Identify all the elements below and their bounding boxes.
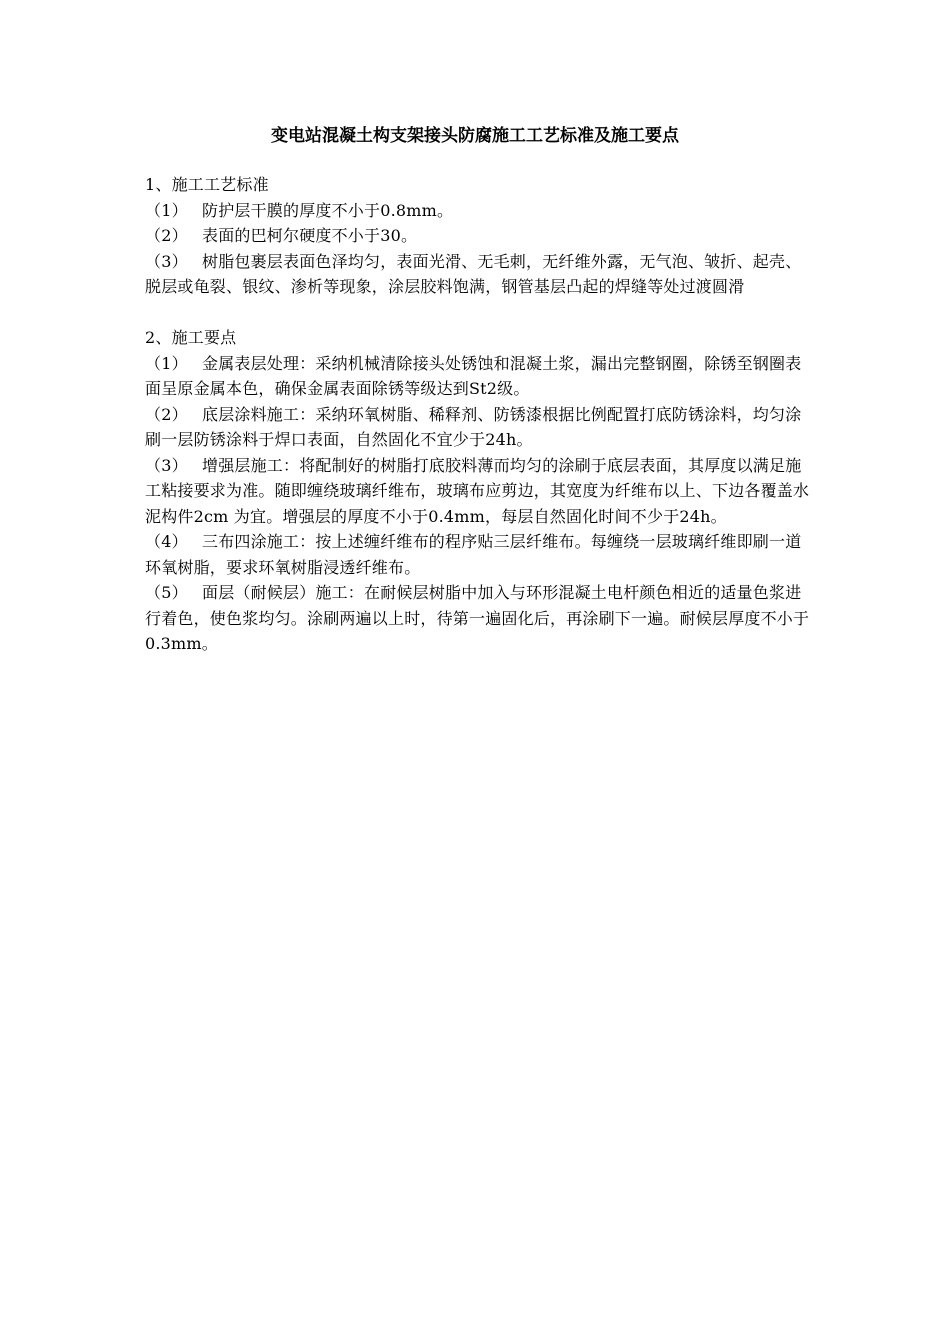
key-point-item-5 bbox=[145, 580, 810, 657]
standard-item-1 bbox=[145, 198, 810, 224]
standard-item-3 bbox=[145, 249, 810, 300]
item-number: （1） bbox=[145, 200, 188, 220]
item-number: （3） bbox=[145, 455, 188, 475]
section-heading-key-points: 2、施工要点 bbox=[145, 328, 237, 347]
item-text: 防护层干膜的厚度不小于0.8mm。 bbox=[202, 200, 454, 220]
item-number: （5） bbox=[145, 583, 188, 602]
key-point-item-4 bbox=[145, 529, 810, 580]
item-number: （3） bbox=[145, 251, 188, 271]
item-text: 表面的巴柯尔硬度不小于30。 bbox=[202, 226, 418, 245]
item-text: 三布四涂施工：按上述缠纤维布的程序贴三层纤维布。每缠绕一层玻璃纤维即刷一道环氧树脂，要求环氧树脂浸透纤维布。 bbox=[145, 532, 802, 577]
item-number: （4） bbox=[145, 532, 188, 551]
item-number: （1） bbox=[145, 353, 188, 373]
document-title: 变电站混凝土构支架接头防腐施工工艺标准及施工要点 bbox=[271, 126, 679, 146]
item-text: 底层涂料施工：采纳环氧树脂、稀释剂、防锈漆根据比例配置打底防锈涂料，均匀涂刷一层防锈涂料于焊口表面，自然固化不宜少于24h。 bbox=[145, 404, 802, 449]
item-number: （2） bbox=[145, 404, 188, 424]
item-text: 面层（耐候层）施工：在耐候层树脂中加入与环形混凝土电杆颜色相近的适量色浆进行着色，使色浆均匀。涂刷两遍以上时，待第一遍固化后，再涂刷下一遍。耐候层厚度不小于0.3mm。 bbox=[145, 583, 810, 653]
key-point-item-1 bbox=[145, 351, 810, 402]
section-heading-standards: 1、施工工艺标准 bbox=[145, 175, 269, 194]
key-point-item-3 bbox=[145, 453, 810, 530]
item-text: 金属表层处理：采纳机械清除接头处锈蚀和混凝土浆，漏出完整钢圈，除锈至钢圈表面呈原金属本色，确保金属表面除锈等级达到St2级。 bbox=[145, 353, 802, 398]
document-body bbox=[145, 172, 810, 657]
item-number: （2） bbox=[145, 226, 188, 245]
item-text: 树脂包裹层表面色泽均匀，表面光滑、无毛刺，无纤维外露，无气泡、皱折、起壳、脱层或龟裂、银纹、渗析等现象，涂层胶料饱满，钢管基层凸起的焊缝等处过渡圆滑 bbox=[145, 251, 802, 296]
key-point-item-2 bbox=[145, 402, 810, 453]
item-text: 增强层施工：将配制好的树脂打底胶料薄而均匀的涂刷于底层表面，其厚度以满足施工粘接要求为准。随即缠绕玻璃纤维布，玻璃布应剪边，其宽度为纤维布以上、下边各覆盖水泥构件2cm 为宜。增强层的厚度不小于0.4mm，每层自然固化时间不少于24h。 bbox=[145, 455, 810, 526]
standard-item-2 bbox=[145, 223, 810, 249]
section-spacer bbox=[145, 300, 810, 326]
